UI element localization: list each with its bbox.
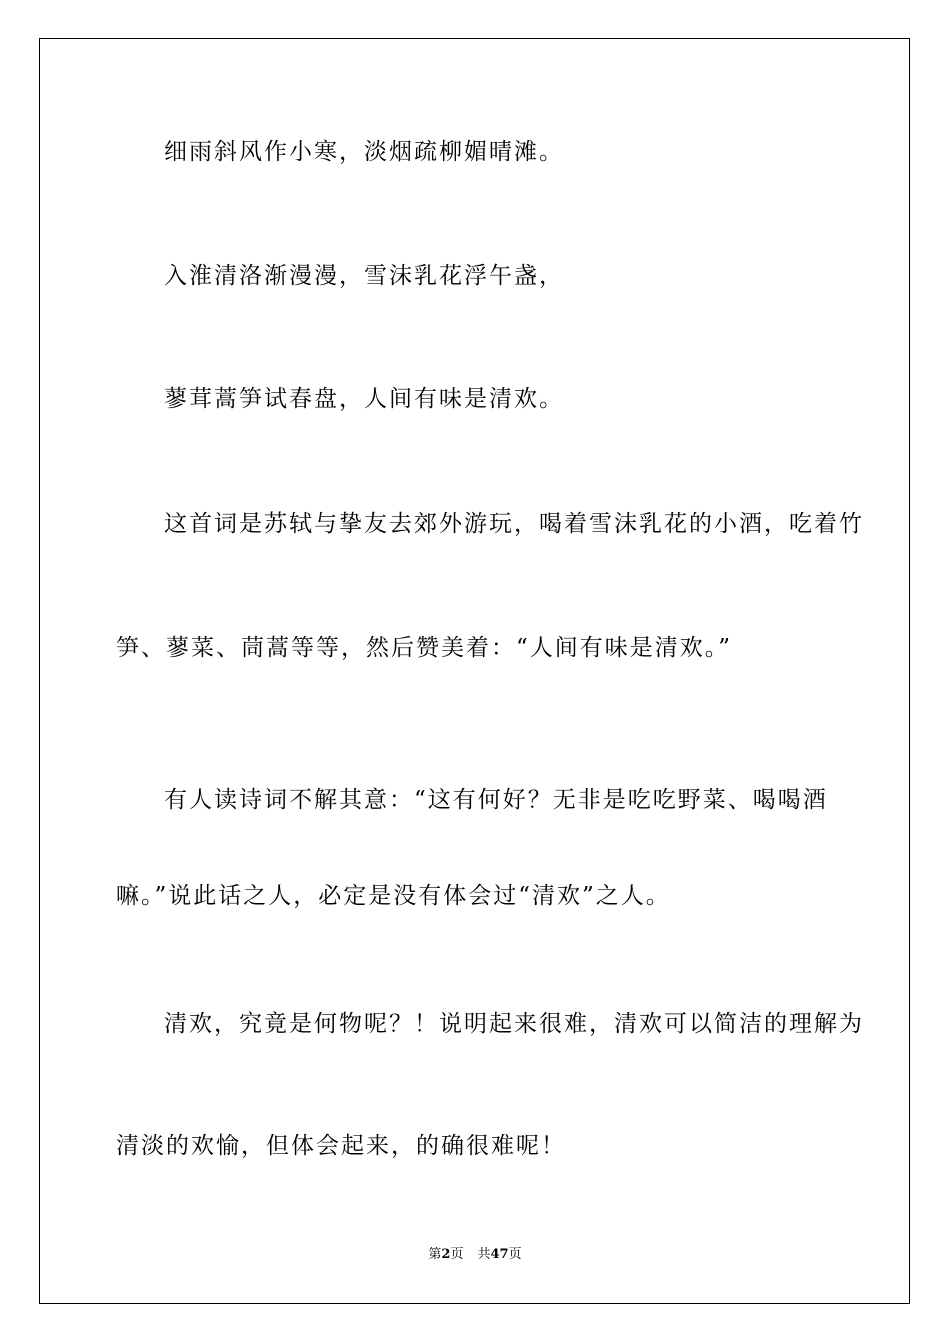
paragraph-3-line-2: 清淡的欢愉，但体会起来，的确很难呢！ bbox=[116, 1133, 566, 1159]
page-number: 2 bbox=[441, 1247, 451, 1262]
page-prefix: 第 bbox=[428, 1247, 442, 1262]
poem-line-3: 蓼茸蒿笋试春盘，人间有味是清欢。 bbox=[164, 386, 564, 412]
poem-line-2: 入淮清洛渐漫漫，雪沫乳花浮午盏， bbox=[164, 263, 564, 289]
total-suffix: 页 bbox=[508, 1247, 522, 1262]
paragraph-2-line-2: 嘛。”说此话之人，必定是没有体会过“清欢”之人。 bbox=[116, 883, 671, 909]
total-pages: 47 bbox=[490, 1247, 509, 1262]
paragraph-1-line-1: 这首词是苏轼与挚友去郊外游玩，喝着雪沫乳花的小酒，吃着竹 bbox=[164, 511, 864, 537]
total-prefix: 共 bbox=[477, 1247, 491, 1262]
paragraph-1-line-2: 笋、蓼菜、茼蒿等等，然后赞美着：“人间有味是清欢。” bbox=[116, 635, 733, 661]
paragraph-3-line-1: 清欢，究竟是何物呢？！说明起来很难，清欢可以简洁的理解为 bbox=[164, 1011, 864, 1037]
page-border bbox=[39, 38, 910, 1304]
page-footer bbox=[0, 1247, 950, 1263]
paragraph-2-line-1: 有人读诗词不解其意：“这有何好？无非是吃吃野菜、喝喝酒 bbox=[164, 787, 828, 813]
page-suffix: 页 bbox=[450, 1247, 464, 1262]
poem-line-1: 细雨斜风作小寒，淡烟疏柳媚晴滩。 bbox=[164, 139, 564, 165]
